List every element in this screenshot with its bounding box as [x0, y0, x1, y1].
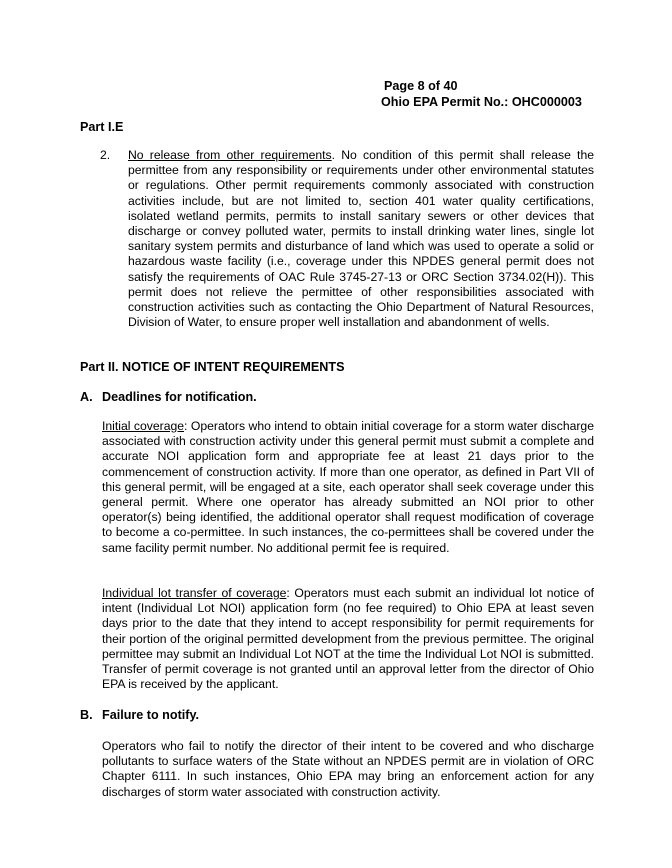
section-a-title: Deadlines for notification.: [102, 390, 257, 404]
initial-coverage-text: : Operators who intend to obtain initial coverage for a storm water discharge associated with construction activity under this general permit must submit a complete and accurate NOI application form and appropriate fee at least 21 days prior to the commencement of construction activity. If more than one operator, as defined in Part VII of this general permit, will be engaged at a site, each operator shall seek coverage under this general permit. Where one operator has already submitted an NOI prior to other operator(s) being identified, the additional operator shall request modification of coverage to become a co-permittee. In such instances, the co-permittees shall be covered under the same facility permit number. No additional permit fee is required.: [102, 419, 594, 555]
part-ii-heading: Part II. NOTICE OF INTENT REQUIREMENTS: [80, 360, 345, 374]
lot-transfer-text: : Operators must each submit an individual lot notice of intent (Individual Lot NOI) application form (no fee required) to Ohio EPA at least seven days prior to the date that they intend to accept responsibility for permit requirements for their portion of the original permitted development from the previous permittee. The original permittee may submit an Individual Lot NOT at the time the Individual Lot NOI is submitted. Transfer of permit coverage is not granted until an approval letter from the director of Ohio EPA is received by the applicant.: [102, 586, 594, 692]
section-b-heading: [80, 708, 199, 723]
item-number: 2.: [100, 148, 111, 162]
page-header: [381, 78, 582, 110]
item-body: [128, 148, 594, 330]
lot-transfer-paragraph: [102, 586, 594, 692]
section-b-letter: B.: [80, 708, 93, 722]
lot-transfer-lead: Individual lot transfer of coverage: [102, 586, 287, 600]
section-b-title: Failure to notify.: [102, 708, 200, 722]
section-a-letter: A.: [80, 390, 93, 404]
failure-to-notify-paragraph: Operators who fail to notify the director of their intent to be covered and who discharge pollutants to surface waters of the State without an NPDES permit are in violation of ORC Chapter 6111. In such instances, Ohio EPA may bring an enforcement action for any discharges of storm water associated with construction activity.: [102, 739, 594, 799]
item-text: . No condition of this permit shall release the permittee from any responsibility or requirements under other environmental statutes or regulations. Other permit requirements commonly associated with construction activities include, but are not limited to, section 401 water quality certifications, isolated wetland permits, permits to install sanitary sewers or other devices that discharge or convey polluted water, permits to install drinking water lines, single lot sanitary system permits and disturbance of land which was used to operate a solid or hazardous waste facility (i.e., coverage under this NPDES general permit does not satisfy the requirements of OAC Rule 3745-27-13 or ORC Section 3734.02(H)). This permit does not relieve the permittee of other responsibilities associated with construction activities such as contacting the Ohio Department of Natural Resources, Division of Water, to ensure proper well installation and abandonment of wells.: [128, 148, 594, 330]
permit-number: Ohio EPA Permit No.: OHC000003: [381, 95, 582, 109]
item-title: No release from other requirements: [128, 148, 332, 162]
initial-coverage-lead: Initial coverage: [102, 419, 185, 433]
initial-coverage-paragraph: [102, 419, 594, 556]
page-number: Page 8 of 40: [384, 79, 458, 93]
list-item-2: [100, 148, 594, 330]
part-ie-heading: Part I.E: [80, 120, 124, 134]
section-a-heading: [80, 390, 257, 405]
